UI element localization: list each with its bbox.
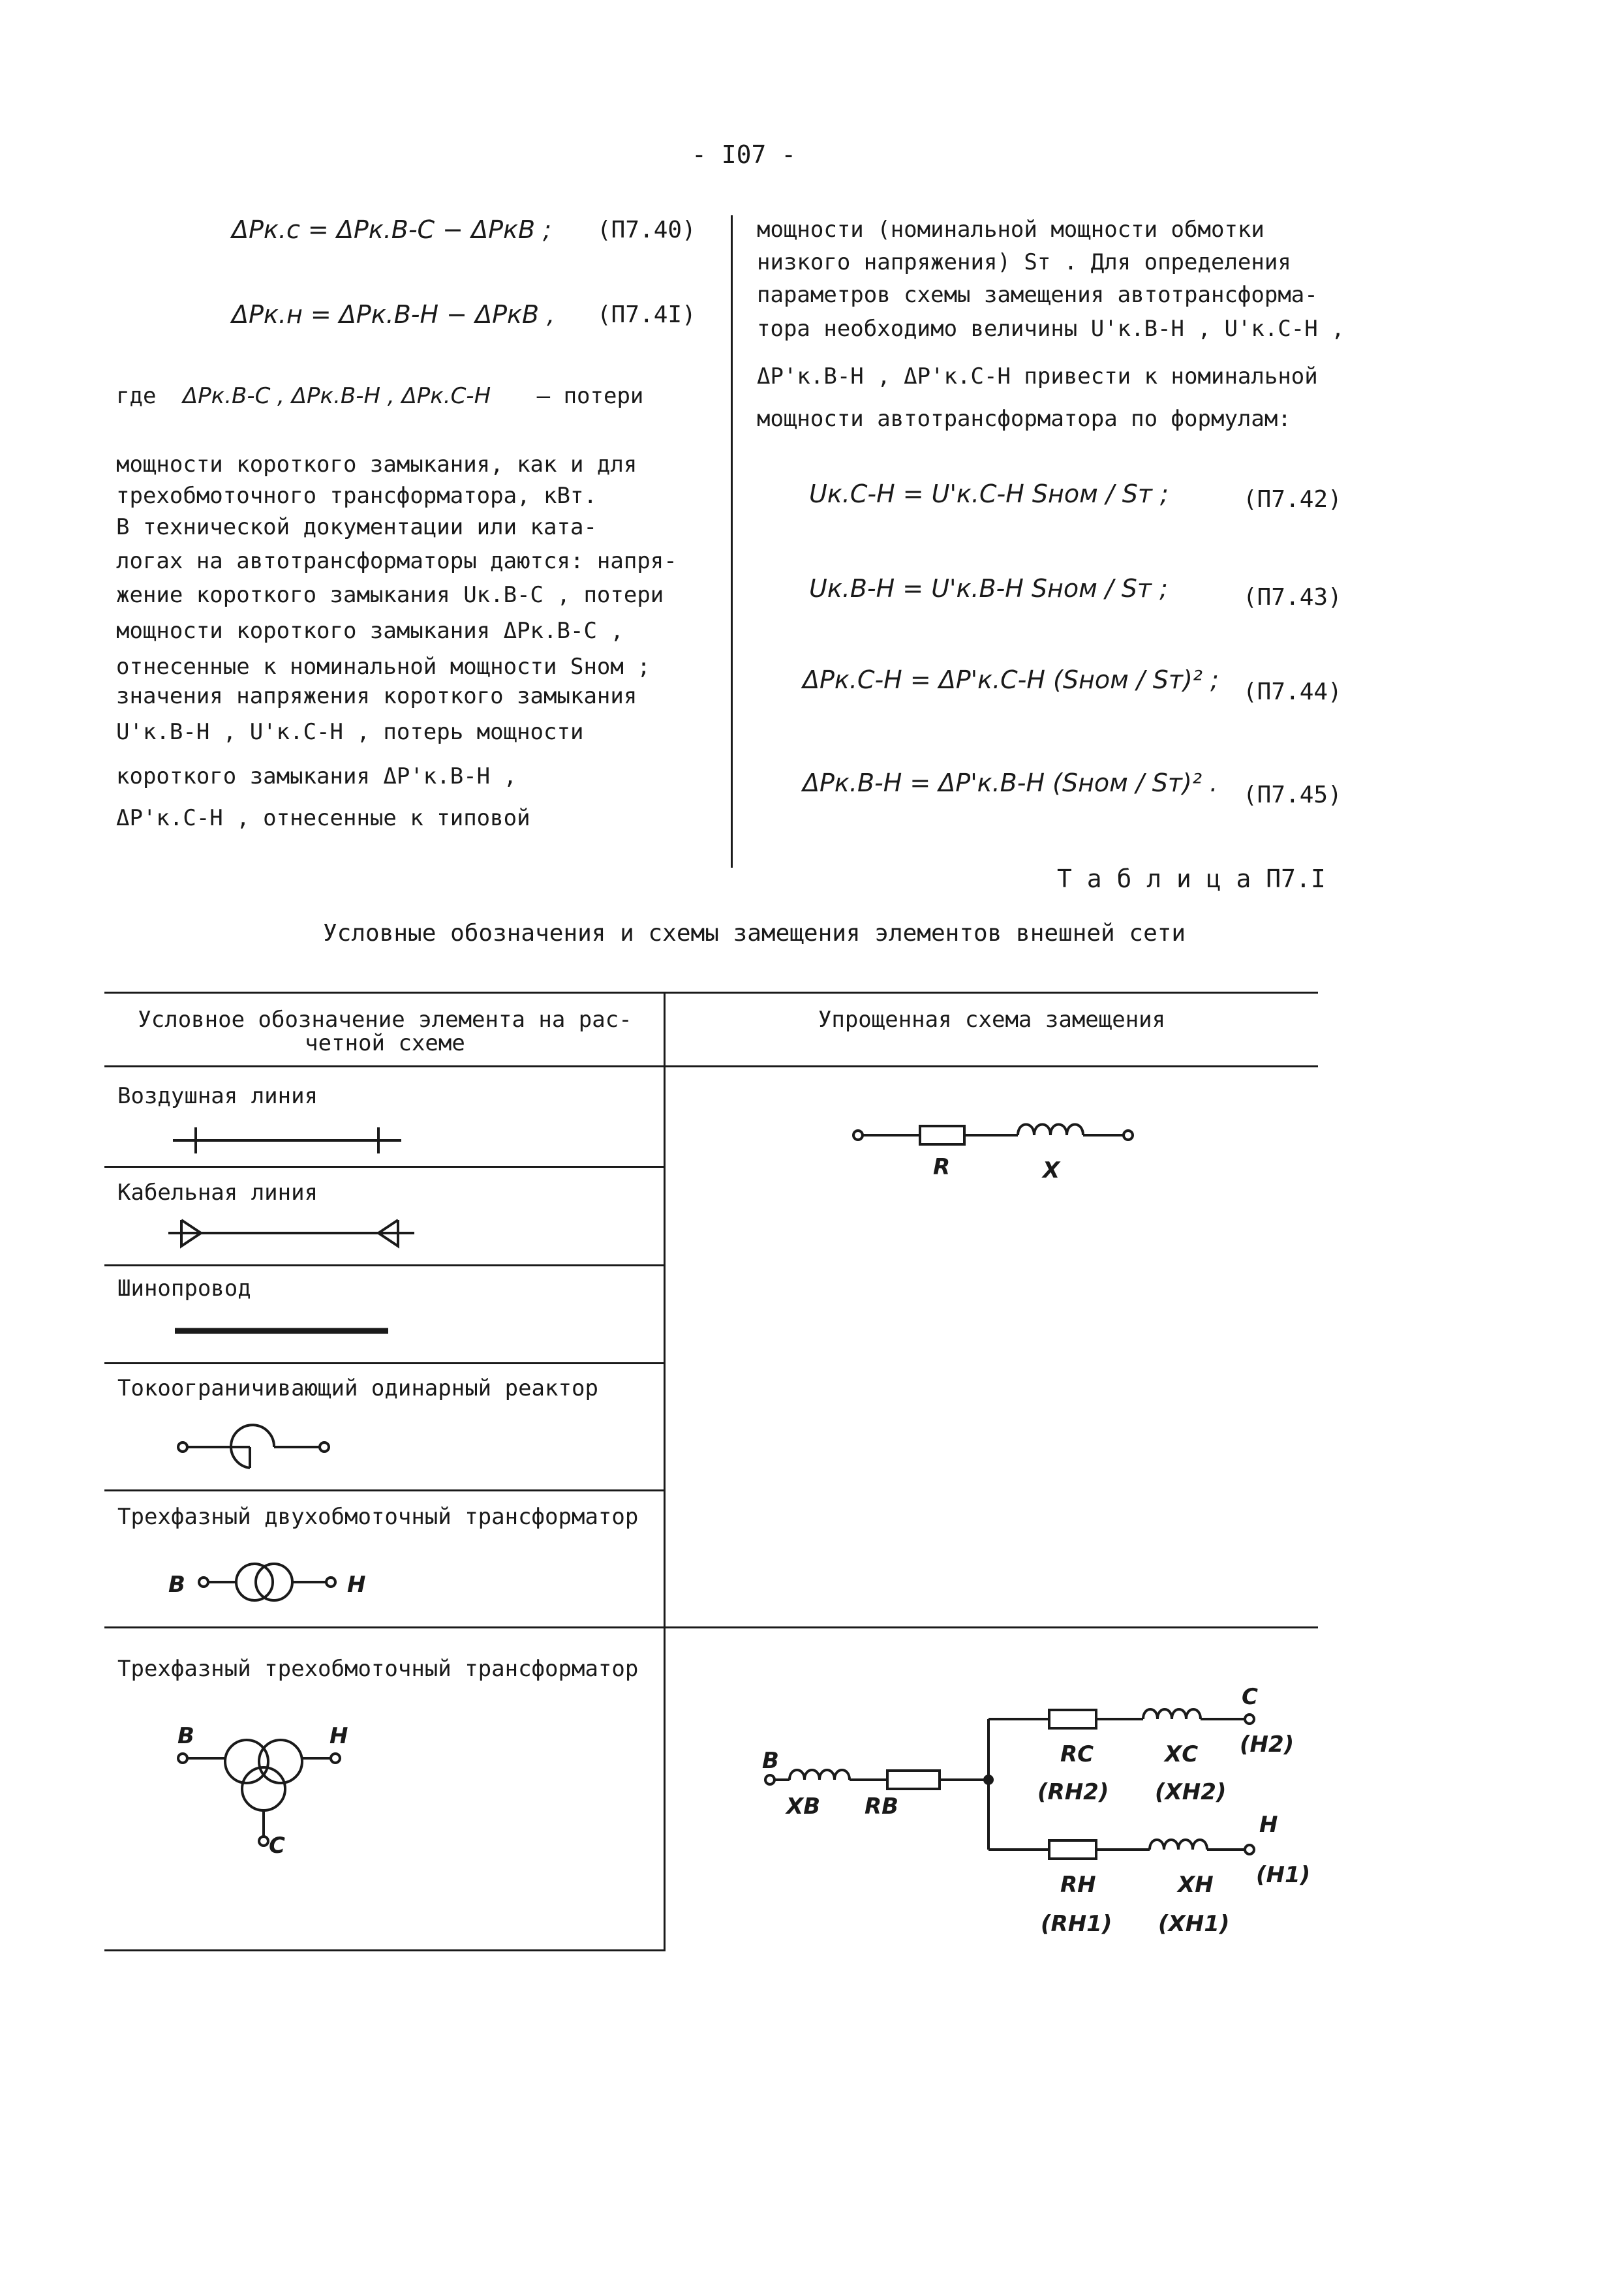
row-label-three-winding: Трехфазный трехобмоточный трансформатор <box>117 1656 639 1682</box>
right-text-line: ΔP'к.В-Н , ΔP'к.С-Н привести к номинальной <box>757 363 1318 389</box>
three-winding-bottom-label: С <box>269 1833 285 1859</box>
left-text-line: жение короткого замыкания Uк.В-С , потери <box>116 582 664 608</box>
scheme-xh-alt-label: (XН1) <box>1158 1911 1230 1937</box>
scheme-xh-label: XН <box>1178 1872 1214 1898</box>
right-text-line: низкого напряжения) Sт . Для определения <box>757 249 1291 275</box>
reactor-symbol <box>178 1425 329 1468</box>
row-label-two-winding: Трехфазный двухобмоточный трансформатор <box>117 1504 639 1530</box>
where-suffix: – потери <box>536 383 644 409</box>
scheme-out-c-label: С <box>1242 1684 1258 1710</box>
left-text-line: логах на автотрансформаторы даются: напря- <box>116 548 677 574</box>
equation-p7-40-number: (П7.40) <box>597 217 696 243</box>
scheme-out-h-alt-label: (Н1) <box>1256 1862 1311 1888</box>
left-text-line: короткого замыкания ΔP'к.В-Н , <box>116 763 517 789</box>
right-text-line: тора необходимо величины U'к.В-Н , U'к.С-Н , <box>757 316 1345 342</box>
two-winding-right-label: Н <box>347 1572 366 1598</box>
equation-p7-44-formula: ΔPк.С-Н = ΔP'к.С-Н (Sном / Sт)² ; <box>803 665 1219 694</box>
where-prefix: где <box>116 383 157 409</box>
three-winding-transformer-symbol <box>178 1740 340 1846</box>
three-winding-right-label: Н <box>329 1723 348 1749</box>
scheme-r-label: R <box>933 1154 951 1180</box>
header-left: Условное обозначение элемента на рас- четной схеме <box>138 1007 632 1056</box>
header-right: Упрощенная схема замещения <box>818 1007 1166 1033</box>
left-text-line: отнесенные к номинальной мощности Sном ; <box>116 654 651 680</box>
equation-p7-41-number: (П7.4I) <box>597 301 696 328</box>
scheme-xc-alt-label: (XН2) <box>1155 1779 1227 1805</box>
left-text-line: мощности короткого замыкания ΔPк.В-С , <box>116 618 624 644</box>
overhead-line-symbol <box>173 1127 401 1153</box>
equation-p7-41-formula: ΔPк.н = ΔPк.В-Н − ΔPкВ , <box>232 300 555 329</box>
scheme-rh-label: RН <box>1060 1872 1096 1898</box>
cable-line-symbol <box>168 1220 414 1246</box>
scheme-rb-label: RВ <box>865 1793 899 1820</box>
row-label-reactor: Токоограничивающий одинарный реактор <box>117 1375 598 1401</box>
scheme-out-h-label: Н <box>1259 1812 1278 1838</box>
right-text-line: параметров схемы замещения автотрансформа- <box>757 282 1318 308</box>
three-winding-left-label: В <box>177 1723 194 1749</box>
equation-p7-45-formula: ΔPк.В-Н = ΔP'к.В-Н (Sном / Sт)² . <box>803 769 1218 797</box>
left-text-line: мощности короткого замыкания, как и для <box>116 451 637 478</box>
equation-p7-43-formula: Uк.В-Н = U'к.В-Н Sном / Sт ; <box>809 574 1168 603</box>
equation-p7-40-formula: ΔPк.с = ΔPк.В-С − ΔPкВ ; <box>232 215 551 244</box>
equation-p7-43-number: (П7.43) <box>1243 584 1342 611</box>
scheme-xc-label: XС <box>1165 1741 1199 1767</box>
left-text-line: В технической документации или ката- <box>116 514 597 540</box>
equation-p7-45-number: (П7.45) <box>1243 782 1342 808</box>
where-symbols: ΔPк.В-С , ΔPк.В-Н , ΔPк.С-Н <box>182 383 491 409</box>
right-text-line: мощности автотрансформатора по формулам: <box>757 406 1291 432</box>
page-number: - I07 - <box>692 140 797 169</box>
scheme-rh-alt-label: (RН1) <box>1041 1911 1112 1937</box>
equation-p7-42-number: (П7.42) <box>1243 486 1342 513</box>
scheme-out-c-alt-label: (Н2) <box>1240 1731 1295 1758</box>
two-winding-transformer-symbol <box>199 1564 335 1600</box>
right-text-line: мощности (номинальной мощности обмотки <box>757 217 1264 243</box>
row-label-cable-line: Кабельная линия <box>117 1180 318 1206</box>
left-text-line: трехобмоточного трансформатора, кВт. <box>116 483 597 509</box>
left-text-line: значения напряжения короткого замыкания <box>116 683 637 709</box>
left-text-line: ΔP'к.С-Н , отнесенные к типовой <box>116 805 530 831</box>
scheme-rc-label: RС <box>1060 1741 1094 1767</box>
two-winding-left-label: В <box>168 1572 185 1598</box>
scheme-xb-label: XВ <box>786 1793 821 1820</box>
left-text-line: U'к.В-Н , U'к.С-Н , потерь мощности <box>116 719 584 745</box>
equation-p7-42-formula: Uк.С-Н = U'к.С-Н Sном / Sт ; <box>809 480 1169 508</box>
table-label: Т а б л и ц а П7.I <box>1057 864 1326 893</box>
table-title: Условные обозначения и схемы замещения элементов внешней сети <box>323 920 1186 947</box>
scheme-rc-alt-label: (RН2) <box>1037 1779 1109 1805</box>
junction-dot <box>983 1775 994 1785</box>
scheme-x-label: X <box>1043 1157 1060 1183</box>
line-equivalent-scheme <box>853 1125 1133 1145</box>
equation-p7-44-number: (П7.44) <box>1243 679 1342 705</box>
scheme-input-label: В <box>762 1748 779 1774</box>
row-label-overhead-line: Воздушная линия <box>117 1083 318 1109</box>
row-label-busbar: Шинопровод <box>117 1275 251 1302</box>
